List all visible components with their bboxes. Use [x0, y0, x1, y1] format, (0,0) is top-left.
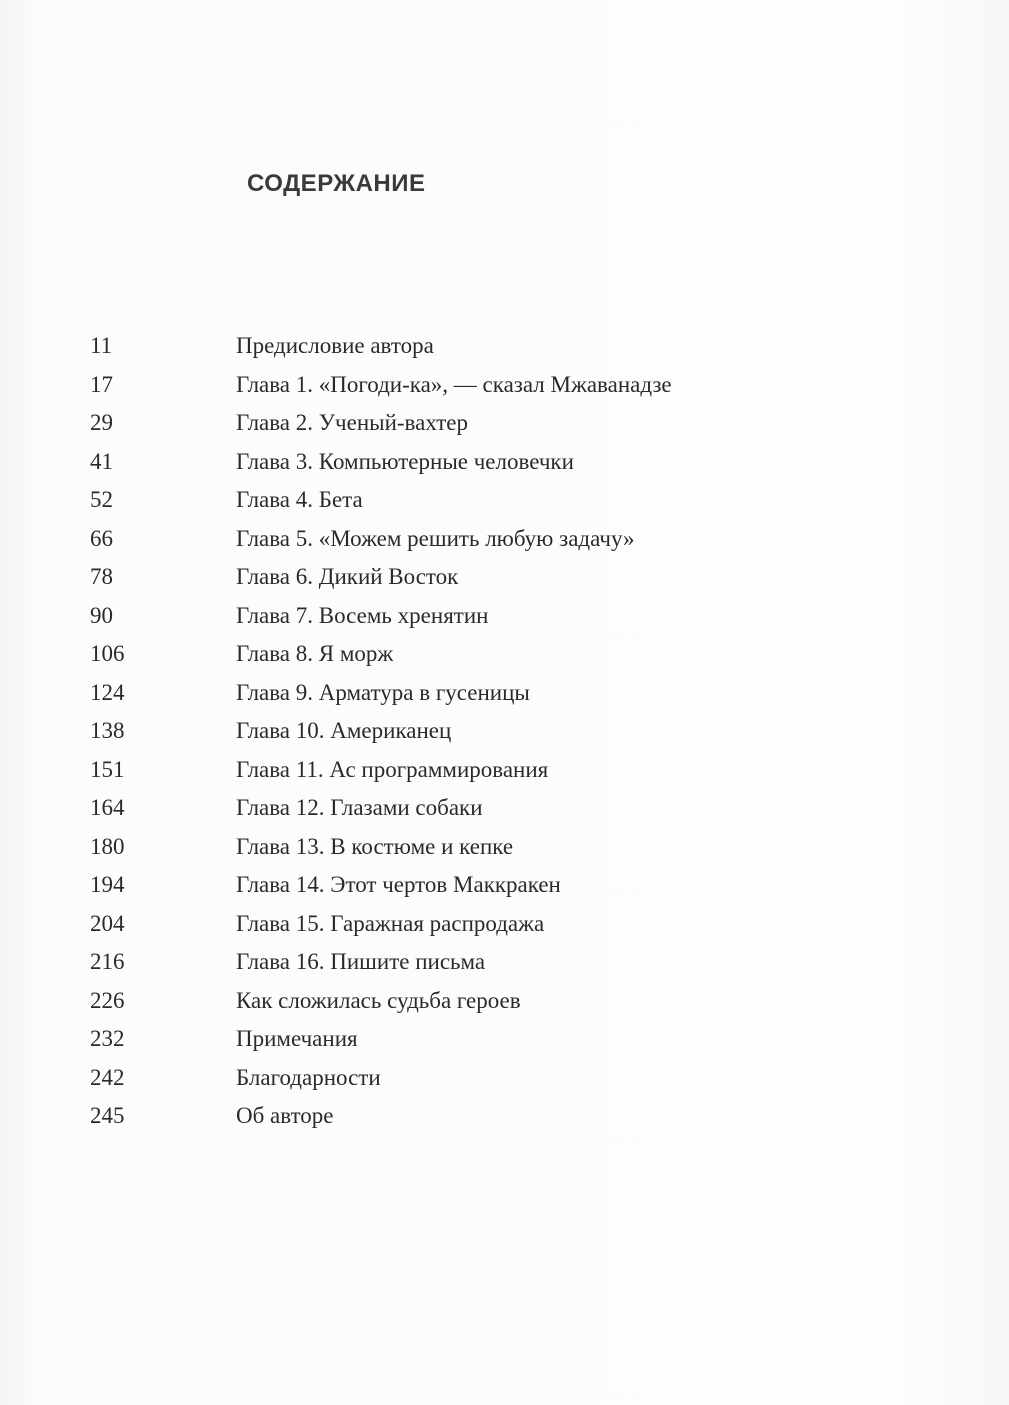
toc-entry-title: Об авторе [236, 1103, 334, 1129]
toc-entry [90, 982, 790, 1021]
toc-entry-title: Глава 10. Американец [236, 718, 452, 744]
toc-entry [90, 943, 790, 982]
toc-entry-title: Глава 1. «Погоди-ка», — сказал Мжаванадзе [236, 371, 672, 397]
toc-entry [90, 674, 790, 713]
toc-entry-title: Глава 16. Пишите письма [236, 949, 486, 975]
toc-page-number: 216 [90, 949, 125, 975]
toc-entry [90, 1059, 790, 1098]
toc-entry-title: Глава 8. Я морж [236, 641, 394, 667]
toc-entry-title: Глава 7. Восемь хренятин [236, 602, 489, 628]
toc-entry [90, 597, 790, 636]
toc-entry [90, 751, 790, 790]
toc-entry-title: Глава 9. Арматура в гусеницы [236, 679, 530, 705]
toc-entry-title: Как сложилась судьба героев [236, 987, 521, 1013]
toc-entry [90, 1097, 790, 1136]
toc-page-number: 78 [90, 564, 113, 590]
toc-page-number: 90 [90, 602, 113, 628]
toc-page-number: 124 [90, 679, 125, 705]
table-of-contents [90, 327, 790, 1136]
toc-page-number: 17 [90, 371, 113, 397]
toc-entry [90, 404, 790, 443]
toc-entry-title: Предисловие автора [236, 333, 434, 359]
toc-entry-title: Примечания [236, 1026, 358, 1052]
toc-entry-title: Глава 14. Этот чертов Маккракен [236, 872, 561, 898]
toc-page-number: 29 [90, 410, 113, 436]
toc-entry-title: Глава 11. Ас программирования [236, 756, 549, 782]
toc-entry [90, 789, 790, 828]
toc-page-number: 11 [90, 333, 113, 359]
toc-page-number: 232 [90, 1026, 125, 1052]
toc-page-number: 151 [90, 756, 125, 782]
toc-entry-title: Глава 6. Дикий Восток [236, 564, 459, 590]
page-title: СОДЕРЖАНИЕ [247, 170, 426, 197]
toc-entry [90, 558, 790, 597]
toc-entry-title: Глава 12. Глазами собаки [236, 795, 483, 821]
toc-entry [90, 866, 790, 905]
toc-page-number: 66 [90, 525, 113, 551]
toc-entry [90, 481, 790, 520]
toc-entry [90, 520, 790, 559]
toc-entry [90, 635, 790, 674]
toc-entry [90, 443, 790, 482]
toc-page-number: 138 [90, 718, 125, 744]
toc-page-number: 41 [90, 448, 113, 474]
toc-entry-title: Глава 2. Ученый-вахтер [236, 410, 469, 436]
toc-entry [90, 327, 790, 366]
toc-entry [90, 905, 790, 944]
toc-page-number: 204 [90, 910, 125, 936]
toc-entry [90, 712, 790, 751]
toc-entry [90, 1020, 790, 1059]
toc-page-number: 180 [90, 833, 125, 859]
toc-page-number: 242 [90, 1064, 125, 1090]
toc-entry-title: Глава 4. Бета [236, 487, 363, 513]
toc-entry-title: Глава 13. В костюме и кепке [236, 833, 514, 859]
toc-page-number: 52 [90, 487, 113, 513]
toc-entry-title: Благодарности [236, 1064, 381, 1090]
toc-entry [90, 366, 790, 405]
toc-entry-title: Глава 15. Гаражная распродажа [236, 910, 545, 936]
toc-entry-title: Глава 5. «Можем решить любую задачу» [236, 525, 635, 551]
toc-page-number: 194 [90, 872, 125, 898]
toc-page-number: 164 [90, 795, 125, 821]
toc-entry-title: Глава 3. Компьютерные человечки [236, 448, 574, 474]
toc-entry [90, 828, 790, 867]
toc-page-number: 245 [90, 1103, 125, 1129]
toc-page-number: 226 [90, 987, 125, 1013]
toc-page-number: 106 [90, 641, 125, 667]
